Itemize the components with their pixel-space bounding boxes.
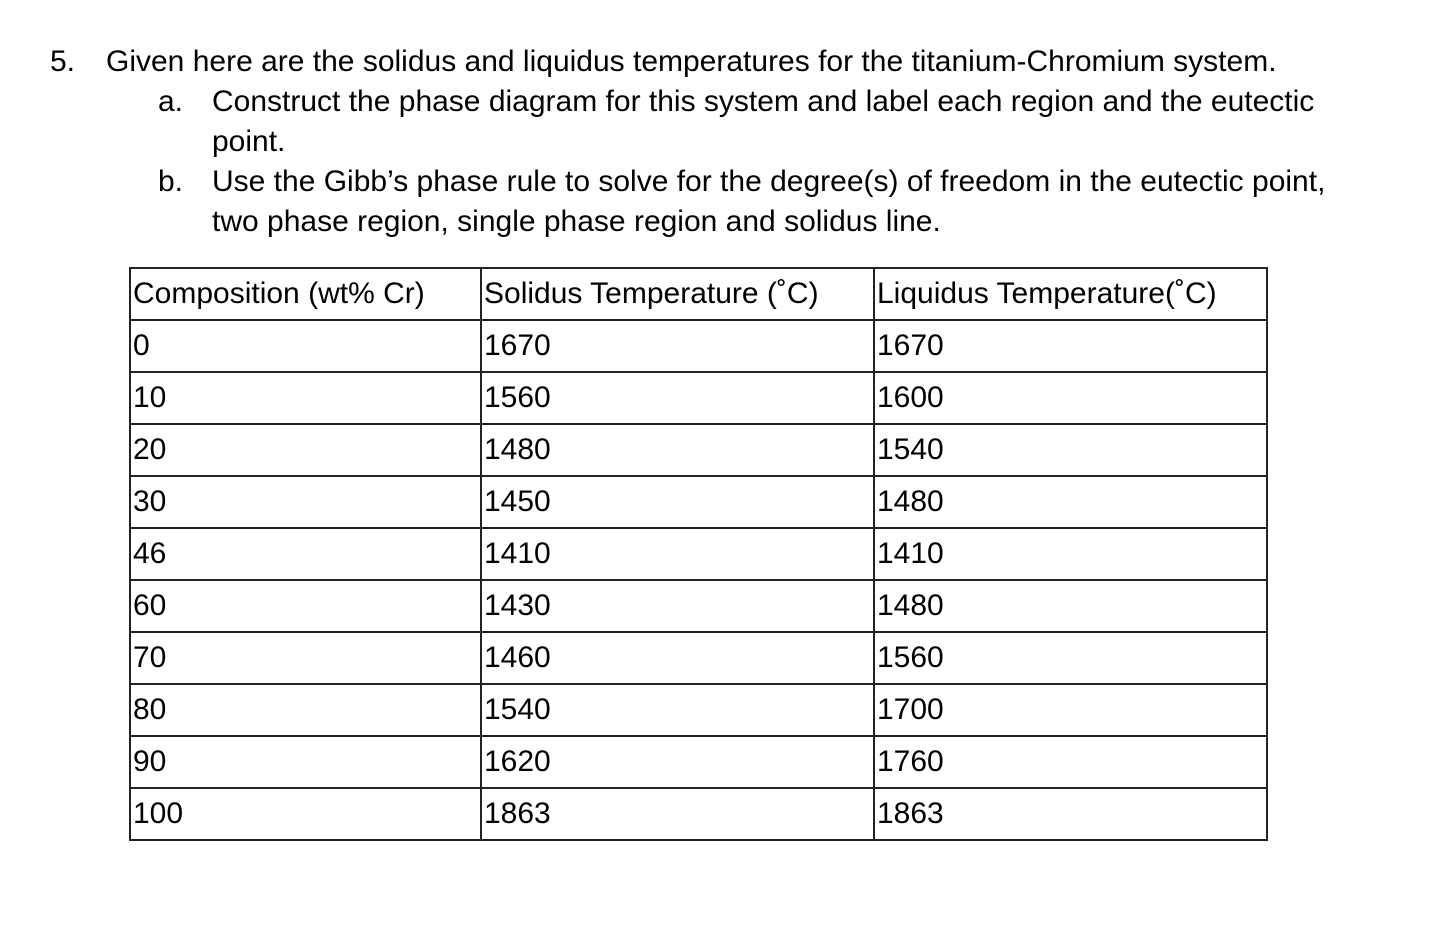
- cell-composition: 80: [130, 684, 481, 736]
- cell-solidus: 1410: [481, 528, 874, 580]
- table-row: [130, 372, 1267, 424]
- table-row: [130, 580, 1267, 632]
- cell-solidus: 1540: [481, 684, 874, 736]
- header-composition: Composition (wt% Cr): [130, 268, 481, 320]
- cell-solidus: 1560: [481, 372, 874, 424]
- problem-statement: Given here are the solidus and liquidus temperatures for the titanium-Chromium system.: [106, 45, 1277, 78]
- table-row: [130, 528, 1267, 580]
- problem-statement-line: [50, 42, 1420, 82]
- cell-liquidus: 1560: [874, 632, 1267, 684]
- header-solidus: Solidus Temperature (˚C): [481, 268, 874, 320]
- cell-composition: 100: [130, 788, 481, 840]
- cell-solidus: 1460: [481, 632, 874, 684]
- cell-liquidus: 1600: [874, 372, 1267, 424]
- part-b-letter: b.: [158, 165, 184, 198]
- table-header-row: [130, 268, 1267, 320]
- temperature-table: [129, 267, 1268, 841]
- table-row: [130, 684, 1267, 736]
- cell-liquidus: 1760: [874, 736, 1267, 788]
- table-row: [130, 632, 1267, 684]
- table-row: [130, 788, 1267, 840]
- cell-liquidus: 1540: [874, 424, 1267, 476]
- cell-liquidus: 1863: [874, 788, 1267, 840]
- cell-composition: 46: [130, 528, 481, 580]
- cell-solidus: 1430: [481, 580, 874, 632]
- cell-composition: 0: [130, 320, 481, 372]
- cell-solidus: 1670: [481, 320, 874, 372]
- table-row: [130, 320, 1267, 372]
- cell-composition: 20: [130, 424, 481, 476]
- cell-liquidus: 1670: [874, 320, 1267, 372]
- header-liquidus: Liquidus Temperature(˚C): [874, 268, 1267, 320]
- cell-solidus: 1450: [481, 476, 874, 528]
- cell-liquidus: 1480: [874, 476, 1267, 528]
- cell-composition: 10: [130, 372, 481, 424]
- part-a-letter: a.: [158, 85, 184, 118]
- cell-composition: 30: [130, 476, 481, 528]
- table-row: [130, 736, 1267, 788]
- cell-liquidus: 1480: [874, 580, 1267, 632]
- part-a-text: Construct the phase diagram for this system and label each region and the eutectic point.: [212, 85, 1315, 158]
- part-b: [158, 162, 1420, 242]
- cell-solidus: 1620: [481, 736, 874, 788]
- problem-number: 5.: [50, 45, 76, 78]
- cell-composition: 90: [130, 736, 481, 788]
- cell-liquidus: 1700: [874, 684, 1267, 736]
- part-b-text: Use the Gibb’s phase rule to solve for the degree(s) of freedom in the eutectic point, two phase region, single phase region and solidus line.: [212, 165, 1326, 238]
- cell-solidus: 1863: [481, 788, 874, 840]
- table-row: [130, 424, 1267, 476]
- cell-solidus: 1480: [481, 424, 874, 476]
- cell-composition: 60: [130, 580, 481, 632]
- cell-composition: 70: [130, 632, 481, 684]
- cell-liquidus: 1410: [874, 528, 1267, 580]
- table-row: [130, 476, 1267, 528]
- part-a: [158, 82, 1420, 162]
- problem-5: [50, 42, 1420, 242]
